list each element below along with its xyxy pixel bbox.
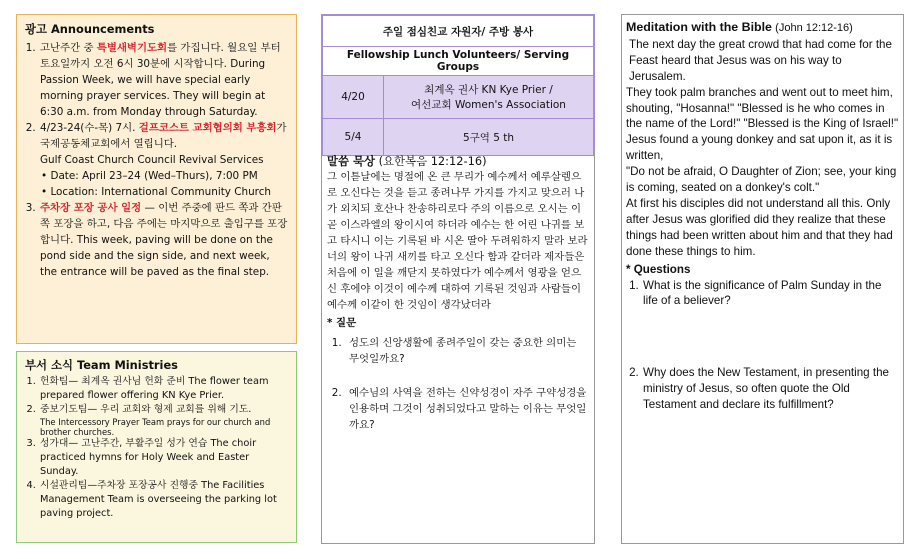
announcement-text: 가 국제공동체교회에서 열립니다. xyxy=(40,122,287,150)
lunch-volunteers-panel xyxy=(321,14,595,150)
meditation-en-title: Meditation with the Bible xyxy=(626,20,772,34)
ministries-title: 부서 소식 Team Ministries xyxy=(25,358,178,372)
list-item xyxy=(39,200,288,280)
list-item: 2. Why does the New Testament, in presenting the ministry of Jesus, so often quote the Old Testament and declare its fulfillment? xyxy=(642,365,899,413)
announcement-text: 를 가집니다. 월요일 부터 토요일까지 오전 6시 30분에 시작합니다. xyxy=(40,42,281,70)
list-item: 2. 예수님의 사역을 전하는 신약성경이 자주 구약성경을 인용하며 그것이 성취되었다고 말하는 이유는 무엇일까요? xyxy=(345,385,589,433)
list-item: 1. 헌화팀— 최계옥 권사님 헌화 준비 The flower team prepared flower offering KN Kye Prier. xyxy=(39,375,288,403)
ministry-text: 중보기도팀— 우리 교회와 형제 교회를 위해 기도. xyxy=(40,404,252,415)
list-item: 1. What is the significance of Palm Sunday in the life of a believer? xyxy=(642,278,899,310)
list-item: 1. 성도의 신앙생활에 종려주일이 갖는 중요한 의미는 무엇일까요? xyxy=(345,335,589,367)
questions-list xyxy=(327,335,589,433)
questions-title: * 질문 xyxy=(327,317,357,329)
announcement-text: — 이번 주중에 판드 쪽과 간판 쪽 포장을 하고, 다음 주에는 마지막으로 출입구를 포장합니다. xyxy=(40,202,288,246)
announcement-highlight: 특별새벽기도회 xyxy=(96,42,168,54)
questions-title: * Questions xyxy=(626,262,691,276)
list-item: 4. 시설관리팀—주차장 포장공사 진행중 The Facilities Management Team is overseeing the parking lot paving project. xyxy=(39,479,288,521)
meditation-en-body: "Do not be afraid, O Daughter of Zion; see, your king is coming, seated on a donkey's colt." xyxy=(626,165,897,195)
meditation-en-questions xyxy=(626,262,899,413)
meditation-en-body: The next day the great crowd that had come for the Feast heard that Jesus was on his way to Jerusalem. xyxy=(629,37,892,83)
meditation-english-panel xyxy=(621,14,904,544)
announcements-title: 광고 Announcements xyxy=(25,22,155,36)
announcement-text: 4/23-24(수-목) 7시. xyxy=(40,122,139,134)
meditation-en-body: They took palm branches and went out to meet him, shouting, "Hosanna!" "Blessed is he who comes in the name of the Lord!" "Blessed is the King of Israel!" xyxy=(626,85,899,131)
announcement-highlight: 주차장 포장 공사 일정 xyxy=(40,202,142,214)
announcement-english: During Passion Week, we will have special early morning prayer services. They will begin at 6:30 a.m. from Monday through Saturday. xyxy=(40,58,266,118)
lunch-title-ko: 주일 점심친교 자원자/ 주방 봉사 xyxy=(323,16,594,47)
meditation-ko-heading xyxy=(327,153,589,169)
lunch-title-en: Fellowship Lunch Volunteers/ Serving Groups xyxy=(323,47,594,76)
lunch-date: 4/20 xyxy=(323,76,384,119)
announcement-text: 고난주간 중 xyxy=(40,42,97,54)
meditation-ko-title: 말씀 묵상 xyxy=(327,154,375,168)
list-item xyxy=(39,403,288,437)
announcement-highlight: 걸프코스트 교회협의회 부흥회 xyxy=(138,122,277,134)
meditation-ko-body: 그 이튿날에는 명절에 온 큰 무리가 예수께서 예루살렘으로 오신다는 것을 듣고 종려나무 가지를 가지고 맞으러 나가 외치되 호산나 찬송하리로다 주의 이름으로 오시는 이 곧 이스라엘의 왕이시여 하더라 예수는 한 어린 나귀를 보고 타시니 이는 기록된 바 시온 딸아 두려워하지 말라 보라 너의 왕이 나귀 새끼를 타고 오신다 함과 같더라 제자들은 처음에 이 일을 깨닫지 못하였다가 예수께서 영광을 얻으신 후에야 이것이 예수께 대하여 기록된 것임과 사람들이 예수께 이같이 한 것임이 생각났더라 xyxy=(327,171,588,311)
meditation-en-body: At first his disciples did not understand all this. Only after Jesus was glorified did they realize that these things had been written about him and that they had done these things to him. xyxy=(626,196,893,258)
list-item xyxy=(39,40,288,120)
meditation-en-reference: (John 12:12-16) xyxy=(775,22,853,34)
meditation-korean-panel xyxy=(321,150,595,544)
announcement-english: Gulf Coast Church Council Revival Services xyxy=(40,154,264,166)
lunch-team-line: 여선교회 Women's Association xyxy=(411,99,566,111)
list-item: 3. 성가대— 고난주간, 부활주일 성가 연습 The choir practiced hymns for Holy Week and Easter Sunday. xyxy=(39,437,288,479)
announcements-list xyxy=(25,40,288,280)
ministries-list xyxy=(25,375,288,521)
revival-details xyxy=(40,168,288,200)
revival-location: • Location: International Community Church xyxy=(40,184,288,200)
announcement-english: This week, paving will be done on the pond side and the sign side, and next week, the entrance will be paved as the final step. xyxy=(40,234,273,278)
questions-list xyxy=(626,278,899,414)
meditation-en-heading xyxy=(626,20,899,37)
list-item xyxy=(39,120,288,200)
meditation-ko-questions xyxy=(327,315,589,433)
ministry-english: The Intercessory Prayer Team prays for our church and brother churches. xyxy=(40,417,271,437)
meditation-ko-reference: (요한복음 12:12-16) xyxy=(378,154,487,168)
ministries-panel xyxy=(16,351,297,543)
table-row xyxy=(323,76,594,119)
meditation-en-body: Jesus found a young donkey and sat upon it, as it is written, xyxy=(626,133,893,163)
lunch-date: 5/4 xyxy=(323,119,384,156)
revival-date: • Date: April 23–24 (Wed–Thurs), 7:00 PM xyxy=(40,168,288,184)
lunch-team-line: 최계옥 권사 KN Kye Prier / xyxy=(424,84,553,96)
lunch-team xyxy=(384,76,594,119)
lunch-team: 5구역 5 th xyxy=(384,119,594,156)
lunch-table xyxy=(322,15,594,156)
announcements-panel xyxy=(16,14,297,344)
